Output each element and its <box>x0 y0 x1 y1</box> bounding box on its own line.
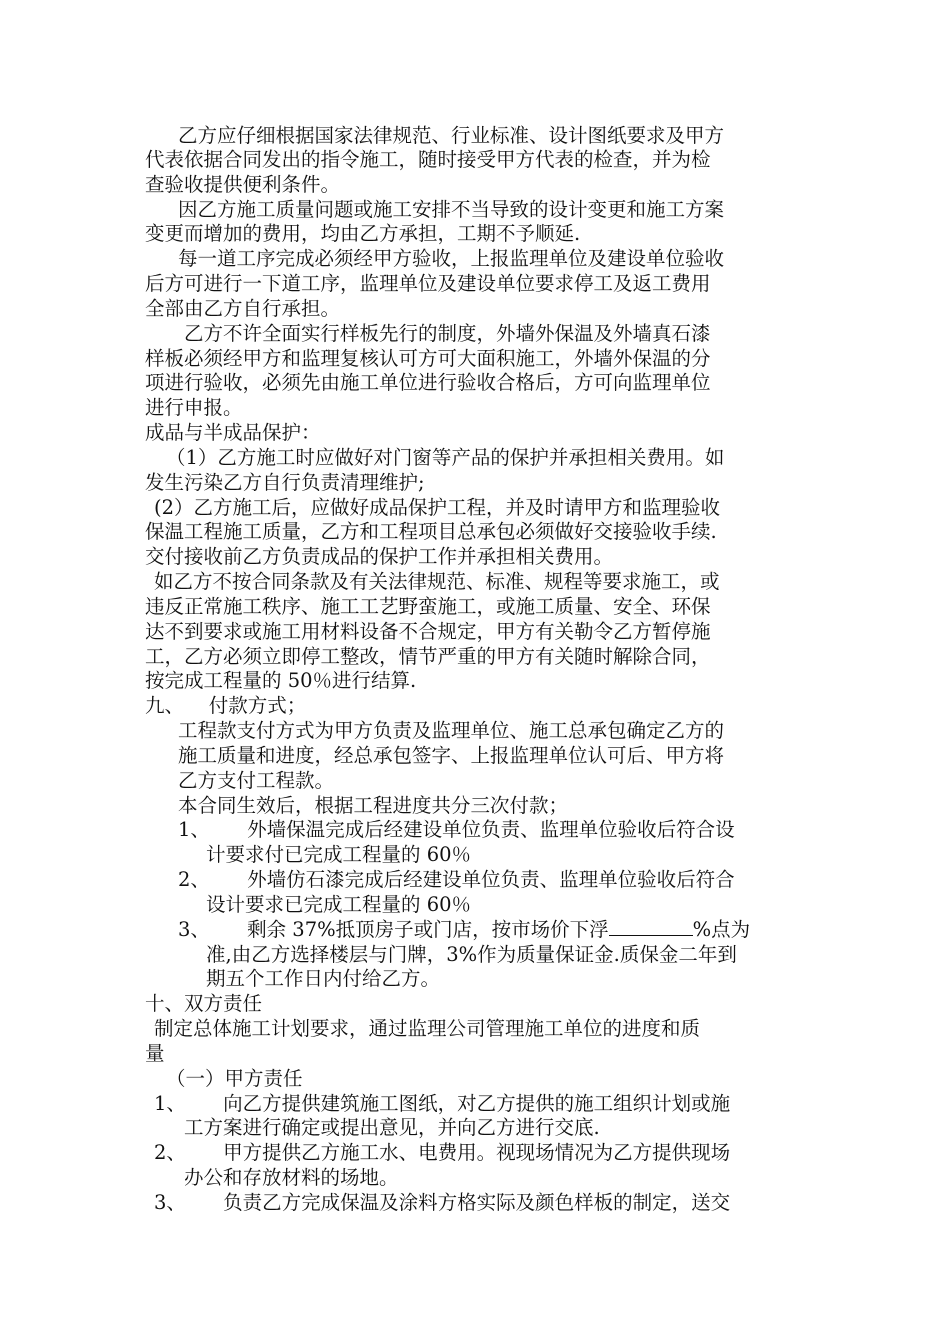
section-heading: 九、 付款方式； <box>145 694 307 717</box>
list-item-text: %点为 <box>692 918 751 941</box>
text-line: 办公和存放材料的场地。 <box>184 1166 399 1189</box>
list-item: 3、 负责乙方完成保温及涂料方格实际及颜色样板的制定，送交 <box>154 1191 731 1214</box>
text-line: 保温工程施工质量，乙方和工程项目总承包必须做好交接验收手续. <box>145 520 717 543</box>
text-line: 施工质量和进度，经总承包签字、上报监理单位认可后、甲方将 <box>178 744 725 767</box>
text-line: (2）乙方施工后，应做好成品保护工程，并及时请甲方和监理验收 <box>154 496 721 519</box>
text-line: 工，乙方必须立即停工整改，情节严重的甲方有关随时解除合同， <box>145 645 711 668</box>
text-line: 违反正常施工秩序、施工工艺野蛮施工，或施工质量、安全、环保 <box>145 595 711 618</box>
list-item: 2、 甲方提供乙方施工水、电费用。视现场情况为乙方提供现场 <box>154 1141 731 1164</box>
text-line: 乙方不许全面实行样板先行的制度，外墙外保温及外墙真石漆 <box>184 322 711 345</box>
text-line: 设计要求已完成工程量的 60％ <box>206 893 472 916</box>
text-line: 发生污染乙方自行负责清理维护; <box>145 471 425 494</box>
text-line: 乙方应仔细根据国家法律规范、行业标准、设计图纸要求及甲方 <box>178 124 725 147</box>
text-line: 期五个工作日内付给乙方。 <box>206 967 441 990</box>
section-heading: 十、双方责任 <box>145 992 263 1015</box>
text-line: 代表依据合同发出的指令施工，随时接受甲方代表的检查，并为检 <box>145 148 711 171</box>
list-item: 1、 外墙保温完成后经建设单位负责、监理单位验收后符合设 <box>178 818 735 841</box>
text-line: 样板必须经甲方和监理复核认可方可大面积施工，外墙外保温的分 <box>145 347 711 370</box>
section-heading: 成品与半成品保护： <box>145 421 321 444</box>
text-line: （1）乙方施工时应做好对门窗等产品的保护并承担相关费用。如 <box>166 446 725 469</box>
list-item-text: 3、 剩余 37%抵顶房子或门店，按市场价下浮 <box>178 918 609 941</box>
text-line: 查验收提供便利条件。 <box>145 173 341 196</box>
text-line: 工程款支付方式为甲方负责及监理单位、施工总承包确定乙方的 <box>178 719 725 742</box>
text-line: 因乙方施工质量问题或施工安排不当导致的设计变更和施工方案 <box>178 198 725 221</box>
text-line: 准,由乙方选择楼层与门牌，3%作为质量保证金.质保金二年到 <box>206 943 737 966</box>
text-line: 本合同生效后，根据工程进度共分三次付款； <box>178 794 569 817</box>
text-line: 如乙方不按合同条款及有关法律规范、标准、规程等要求施工，或 <box>154 570 720 593</box>
text-line: 交付接收前乙方负责成品的保护工作并承担相关费用。 <box>145 545 614 568</box>
text-line: 制定总体施工计划要求，通过监理公司管理施工单位的进度和质 <box>154 1017 701 1040</box>
list-item: 2、 外墙仿石漆完成后经建设单位负责、监理单位验收后符合 <box>178 868 735 891</box>
text-line: 每一道工序完成必须经甲方验收，上报监理单位及建设单位验收 <box>178 247 725 270</box>
text-line: 按完成工程量的 50％进行结算. <box>145 669 417 692</box>
text-line: 量 <box>145 1042 165 1065</box>
text-line: 全部由乙方自行承担。 <box>145 297 341 320</box>
text-line: 工方案进行确定或提出意见，并向乙方进行交底. <box>184 1116 600 1139</box>
list-item <box>178 918 750 942</box>
text-line: 乙方支付工程款。 <box>178 769 335 792</box>
text-line: 变更而增加的费用，均由乙方承担，工期不予顺延. <box>145 222 581 245</box>
text-line: 达不到要求或施工用材料设备不合规定，甲方有关勒令乙方暂停施 <box>145 620 711 643</box>
text-line: 后方可进行一下道工序，监理单位及建设单位要求停工及返工费用 <box>145 272 711 295</box>
list-item: 1、 向乙方提供建筑施工图纸，对乙方提供的施工组织计划或施 <box>154 1092 731 1115</box>
text-line: 计要求付已完成工程量的 60％ <box>206 843 472 866</box>
fill-in-blank <box>609 918 693 936</box>
text-line: 项进行验收，必须先由施工单位进行验收合格后，方可向监理单位 <box>145 371 711 394</box>
text-line: 进行申报。 <box>145 396 243 419</box>
subsection-heading: （一）甲方责任 <box>166 1067 303 1090</box>
